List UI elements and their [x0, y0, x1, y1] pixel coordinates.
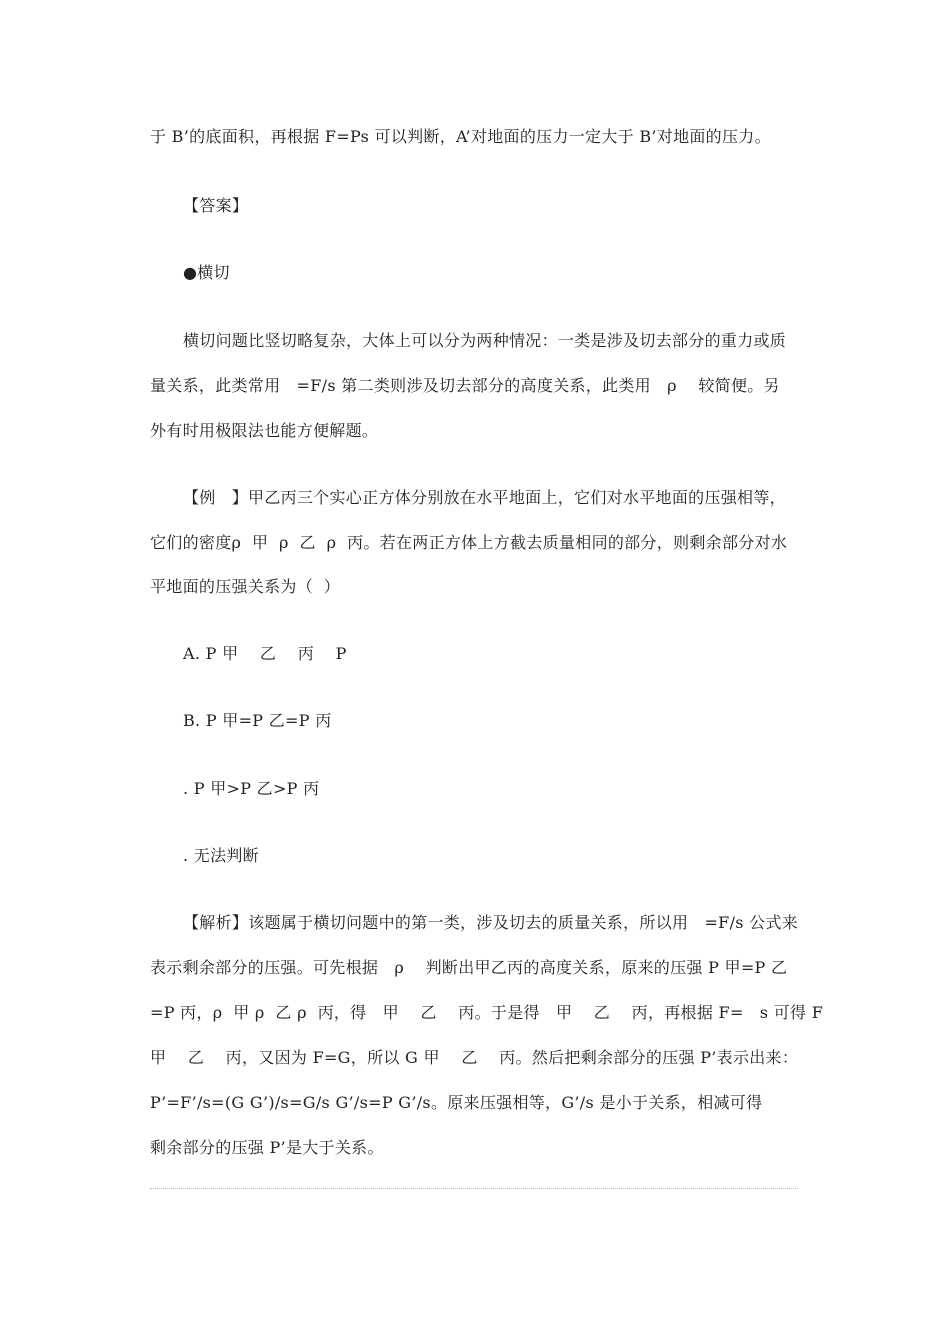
- analysis-line: =P 丙，ρ 甲 ρ 乙 ρ 丙，得 甲 乙 丙。于是得 甲 乙 丙，再根据 F= s 可得 F: [150, 1003, 824, 1022]
- example-line: 【例 】甲乙丙三个实心正方体分别放在水平地面上，它们对水平地面的压强相等，: [183, 488, 786, 507]
- answer-heading: 【答案】: [183, 196, 249, 215]
- analysis-line: 【解析】该题属于横切问题中的第一类，涉及切去的质量关系，所以用 =F/s 公式来: [183, 913, 799, 932]
- option-a: A. P 甲 乙 丙 P: [183, 644, 347, 663]
- option-c: . P 甲>P 乙>P 丙: [183, 779, 320, 798]
- option-b: B. P 甲=P 乙=P 丙: [183, 711, 332, 730]
- paragraph-line: 量关系，此类常用 =F/s 第二类则涉及切去部分的高度关系，此类用 ρ 较简便。另: [150, 376, 780, 395]
- example-line: 它们的密度ρ 甲 ρ 乙 ρ 丙。若在两正方体上方截去质量相同的部分，则剩余部分对水: [150, 533, 788, 552]
- footer-dotted-divider: [150, 1188, 798, 1189]
- analysis-line: P’=F’/s=(G G’)/s=G/s G’/s=P G’/s。原来压强相等，G’/s 是小于关系，相减可得: [150, 1093, 763, 1112]
- example-line: 平地面的压强关系为（ ）: [150, 577, 341, 596]
- analysis-line: 剩余部分的压强 P’是大于关系。: [150, 1138, 384, 1157]
- paragraph-line: 外有时用极限法也能方便解题。: [150, 421, 379, 440]
- paragraph-line: 横切问题比竖切略复杂，大体上可以分为两种情况：一类是涉及切去部分的重力或质: [183, 331, 787, 350]
- analysis-line: 表示剩余部分的压强。可先根据 ρ 判断出甲乙丙的高度关系，原来的压强 P 甲=P 乙: [150, 958, 788, 977]
- analysis-line: 甲 乙 丙，又因为 F=G，所以 G 甲 乙 丙。然后把剩余部分的压强 P’表示出来：: [150, 1048, 799, 1067]
- option-d: . 无法判断: [183, 846, 259, 865]
- paragraph-line: 于 B’的底面积，再根据 F=Ps 可以判断，A’对地面的压力一定大于 B’对地面的压力。: [150, 127, 771, 146]
- section-heading-horizontal-cut: ●横切: [183, 263, 230, 282]
